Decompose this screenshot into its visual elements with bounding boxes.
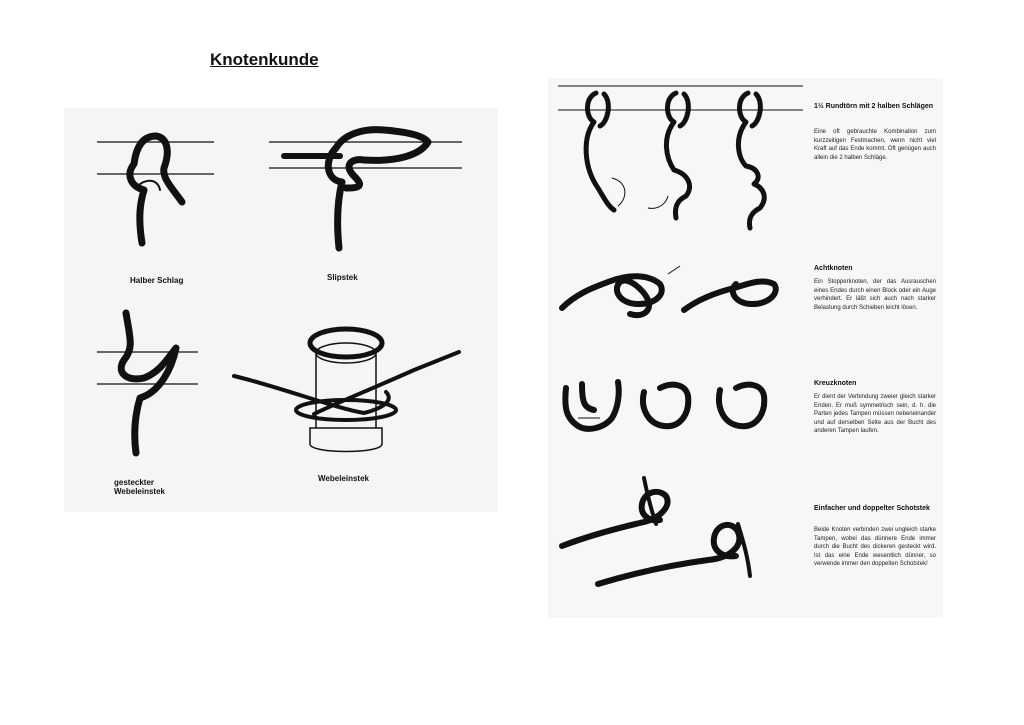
rundtoern-text: Eine oft gebrauchte Kombination zum kurzzeitigen Festmachen, wenn nicht viel Kraft auf das Ende kommt. Oft genügen auch allein die 2 halben Schläge.: [814, 129, 936, 161]
achtknoten-text: Ein Stopperknoten, der das Ausrauschen eines Endes durch einen Block oder ein Auge verhindert. Er läßt sich auch nach starker Belastung durch Schieben leicht lösen.: [814, 279, 936, 311]
achtknoten-illustration: [562, 266, 776, 315]
schotstek-text: Beide Knoten verbinden zwei ungleich starke Tampen, wobei das dünnere Ende immer durch die Bucht des dickeren gesteckt wird. Ist das eine Ende wesentlich dünner, so verwende immer den doppelten Schotstek!: [814, 527, 936, 568]
gesteckter-webeleinstek-illustration: [97, 313, 198, 453]
left-knot-illustrations: [64, 108, 498, 512]
kreuzknoten-illustration: [565, 382, 764, 429]
caption-slipstek: Slipstek: [327, 273, 358, 282]
page-title: Knotenkunde: [210, 50, 319, 69]
left-knot-panel: [64, 108, 498, 512]
halber-schlag-illustration: [97, 136, 214, 243]
rundtoern-title: 1½ Rundtörn mit 2 halben Schlägen: [814, 103, 934, 110]
schotstek-title: Einfacher und doppelter Schotstek: [814, 505, 930, 512]
achtknoten-title: Achtknoten: [814, 265, 853, 272]
caption-gesteckter-webeleinstek: Webeleinstek: [114, 487, 165, 496]
right-knot-panel: [548, 78, 943, 618]
caption-gesteckter: gesteckter: [114, 478, 155, 487]
caption-webeleinstek: Webeleinstek: [318, 474, 369, 483]
caption-halber-schlag: Halber Schlag: [130, 276, 184, 285]
webeleinstek-illustration: [234, 329, 459, 452]
schotstek-illustration: [562, 478, 750, 584]
kreuzknoten-title: Kreuzknoten: [814, 380, 857, 387]
slipstek-illustration: [269, 130, 462, 248]
kreuzknoten-text: Er dient der Verbindung zweier gleich starker Enden. Er muß symmetrisch sein, d. h. die Parten jedes Tampen müssen nebeneinander und auf derselben Seite aus der Bucht des anderen Tampen laufen.: [814, 394, 936, 435]
rundtoern-illustration: [558, 86, 803, 228]
